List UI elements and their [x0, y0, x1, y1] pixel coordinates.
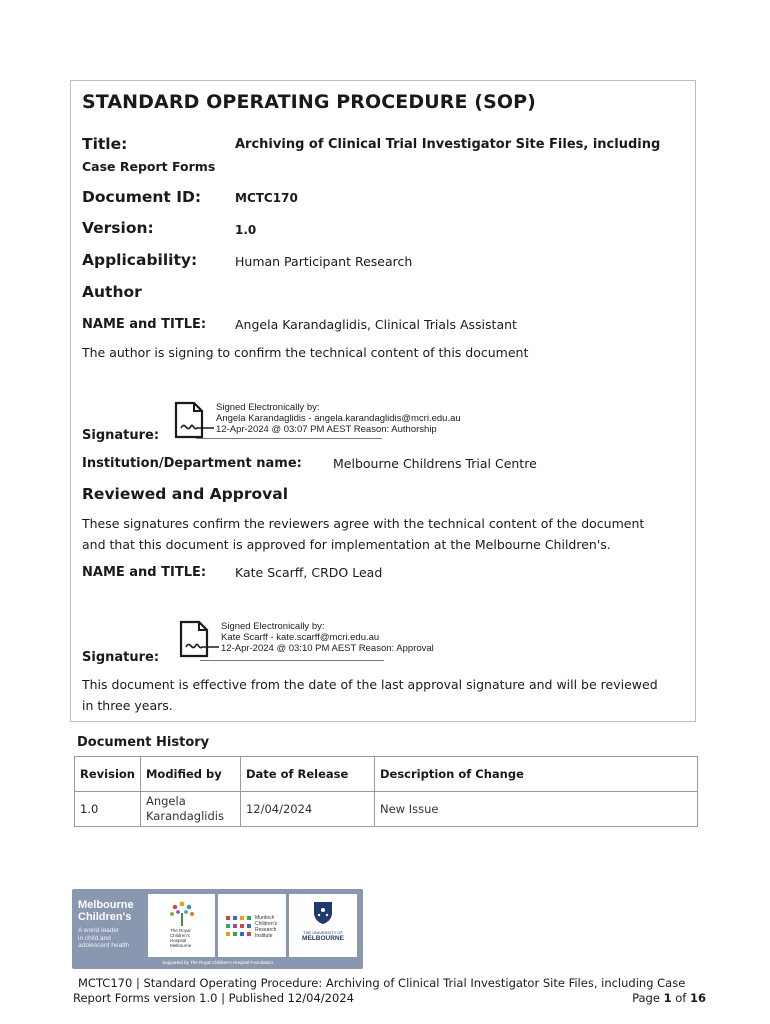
mcri-grid-icon	[226, 916, 252, 936]
version-label: Version:	[82, 219, 154, 237]
page-prefix: Page	[632, 991, 664, 1005]
modified-by-line2: Karandaglidis	[145, 809, 224, 823]
applicability-label: Applicability:	[82, 251, 198, 269]
university-of-melbourne-logo	[289, 894, 357, 957]
column-header: Modified by	[140, 757, 240, 792]
title-value-line1: Archiving of Clinical Trial Investigator Site Files, including	[235, 137, 661, 152]
author-sig-line3: 12-Apr-2024 @ 03:07 PM AEST Reason: Authorship	[216, 424, 437, 435]
mc-title-line2: Children's	[78, 911, 132, 923]
modified-by-cell	[140, 792, 240, 827]
mc-tag-line2: in child and	[78, 934, 111, 942]
rch-line1: The Royal	[170, 928, 191, 933]
footer-line1: MCTC170 | Standard Operating Procedure: Archiving of Clinical Trial Investigator Site Files, including Case	[78, 976, 686, 990]
uom-line1: THE UNIVERSITY OF	[303, 930, 343, 935]
page-number	[632, 991, 706, 1006]
title-label: Title:	[82, 135, 128, 153]
history-table	[74, 756, 698, 827]
logo-strip-caption: Supported by The Royal Children's Hospital Foundation	[162, 960, 273, 965]
uom-line2: MELBOURNE	[302, 935, 344, 942]
document-id-label: Document ID:	[82, 188, 202, 206]
author-sig-line1: Signed Electronically by:	[216, 402, 320, 413]
author-signature-line	[196, 438, 382, 439]
rch-line4: Melbourne	[170, 943, 192, 948]
mcri-logo	[218, 894, 286, 957]
sop-frame	[70, 80, 696, 722]
applicability-value: Human Participant Research	[235, 254, 413, 269]
review-statement-line2: and that this document is approved for implementation at the Melbourne Children's.	[82, 537, 611, 552]
uom-wordmark	[289, 930, 357, 943]
mc-tag-line3: adolescent health	[78, 942, 129, 949]
review-statement-line1: These signatures confirm the reviewers agree with the technical content of the document	[82, 516, 645, 531]
column-header: Description of Change	[374, 757, 697, 792]
rch-wordmark	[170, 928, 191, 948]
reviewer-sig-line2: Kate Scarff - kate.scarff@mcri.edu.au	[221, 632, 380, 643]
institution-value: Melbourne Childrens Trial Centre	[333, 456, 537, 471]
reviewer-sig-line1: Signed Electronically by:	[221, 621, 325, 632]
description-cell: New Issue	[374, 792, 697, 827]
column-header: Revision	[75, 757, 141, 792]
sop-heading: STANDARD OPERATING PROCEDURE (SOP)	[82, 91, 536, 113]
history-heading: Document History	[77, 735, 210, 750]
mcri-line1: Murdoch	[255, 915, 275, 921]
signature-document-icon	[172, 401, 216, 439]
document-id-value: MCTC170	[235, 191, 298, 205]
signature-document-icon	[177, 620, 221, 658]
revision-cell: 1.0	[75, 792, 141, 827]
partner-logos	[72, 889, 363, 969]
author-sig-line2: Angela Karandaglidis - angela.karandaglidis@mcri.edu.au	[216, 413, 461, 424]
reviewer-name-value: Kate Scarff, CRDO Lead	[235, 565, 383, 580]
mc-tagline	[78, 927, 129, 950]
modified-by-line1: Angela	[145, 794, 186, 808]
author-statement: The author is signing to confirm the technical content of this document	[82, 345, 529, 360]
column-header: Date of Release	[240, 757, 374, 792]
mcri-line2: Children's	[255, 921, 278, 927]
effective-line2: in three years.	[82, 698, 173, 713]
rch-line3: Hospital	[170, 938, 187, 943]
rch-line2: Children's	[170, 933, 190, 938]
version-value: 1.0	[235, 223, 257, 237]
reviewer-signature-label: Signature:	[82, 650, 160, 665]
release-date-cell: 12/04/2024	[240, 792, 374, 827]
author-signature-label: Signature:	[82, 428, 160, 443]
review-heading: Reviewed and Approval	[82, 485, 289, 503]
mcri-line4: Institute	[255, 933, 273, 939]
mc-title-line1: Melbourne	[78, 899, 134, 911]
reviewer-signature-line	[200, 660, 384, 661]
mc-tag-line1: A world leader	[78, 927, 120, 934]
reviewer-name-label: NAME and TITLE:	[82, 565, 207, 580]
institution-label: Institution/Department name:	[82, 456, 302, 471]
author-heading: Author	[82, 283, 142, 301]
crest-icon	[313, 901, 333, 925]
page-current: 1	[663, 991, 672, 1005]
table-row	[75, 792, 698, 827]
mcri-wordmark	[255, 915, 277, 939]
rch-logo	[148, 894, 215, 957]
page-of: of	[671, 991, 690, 1005]
mcri-line3: Research	[255, 927, 277, 933]
author-name-label: NAME and TITLE:	[82, 317, 207, 332]
footer-line2: Report Forms version 1.0 | Published 12/04/2024	[73, 991, 354, 1005]
page-total: 16	[689, 991, 706, 1005]
author-name-value: Angela Karandaglidis, Clinical Trials Assistant	[235, 317, 517, 332]
title-value-line2: Case Report Forms	[82, 159, 216, 174]
melbourne-childrens-logo	[78, 899, 134, 923]
history-header-row	[75, 757, 698, 792]
effective-line1: This document is effective from the date of the last approval signature and will be reviewed	[82, 677, 658, 692]
reviewer-sig-line3: 12-Apr-2024 @ 03:10 PM AEST Reason: Approval	[221, 643, 434, 654]
tree-icon	[168, 899, 196, 927]
